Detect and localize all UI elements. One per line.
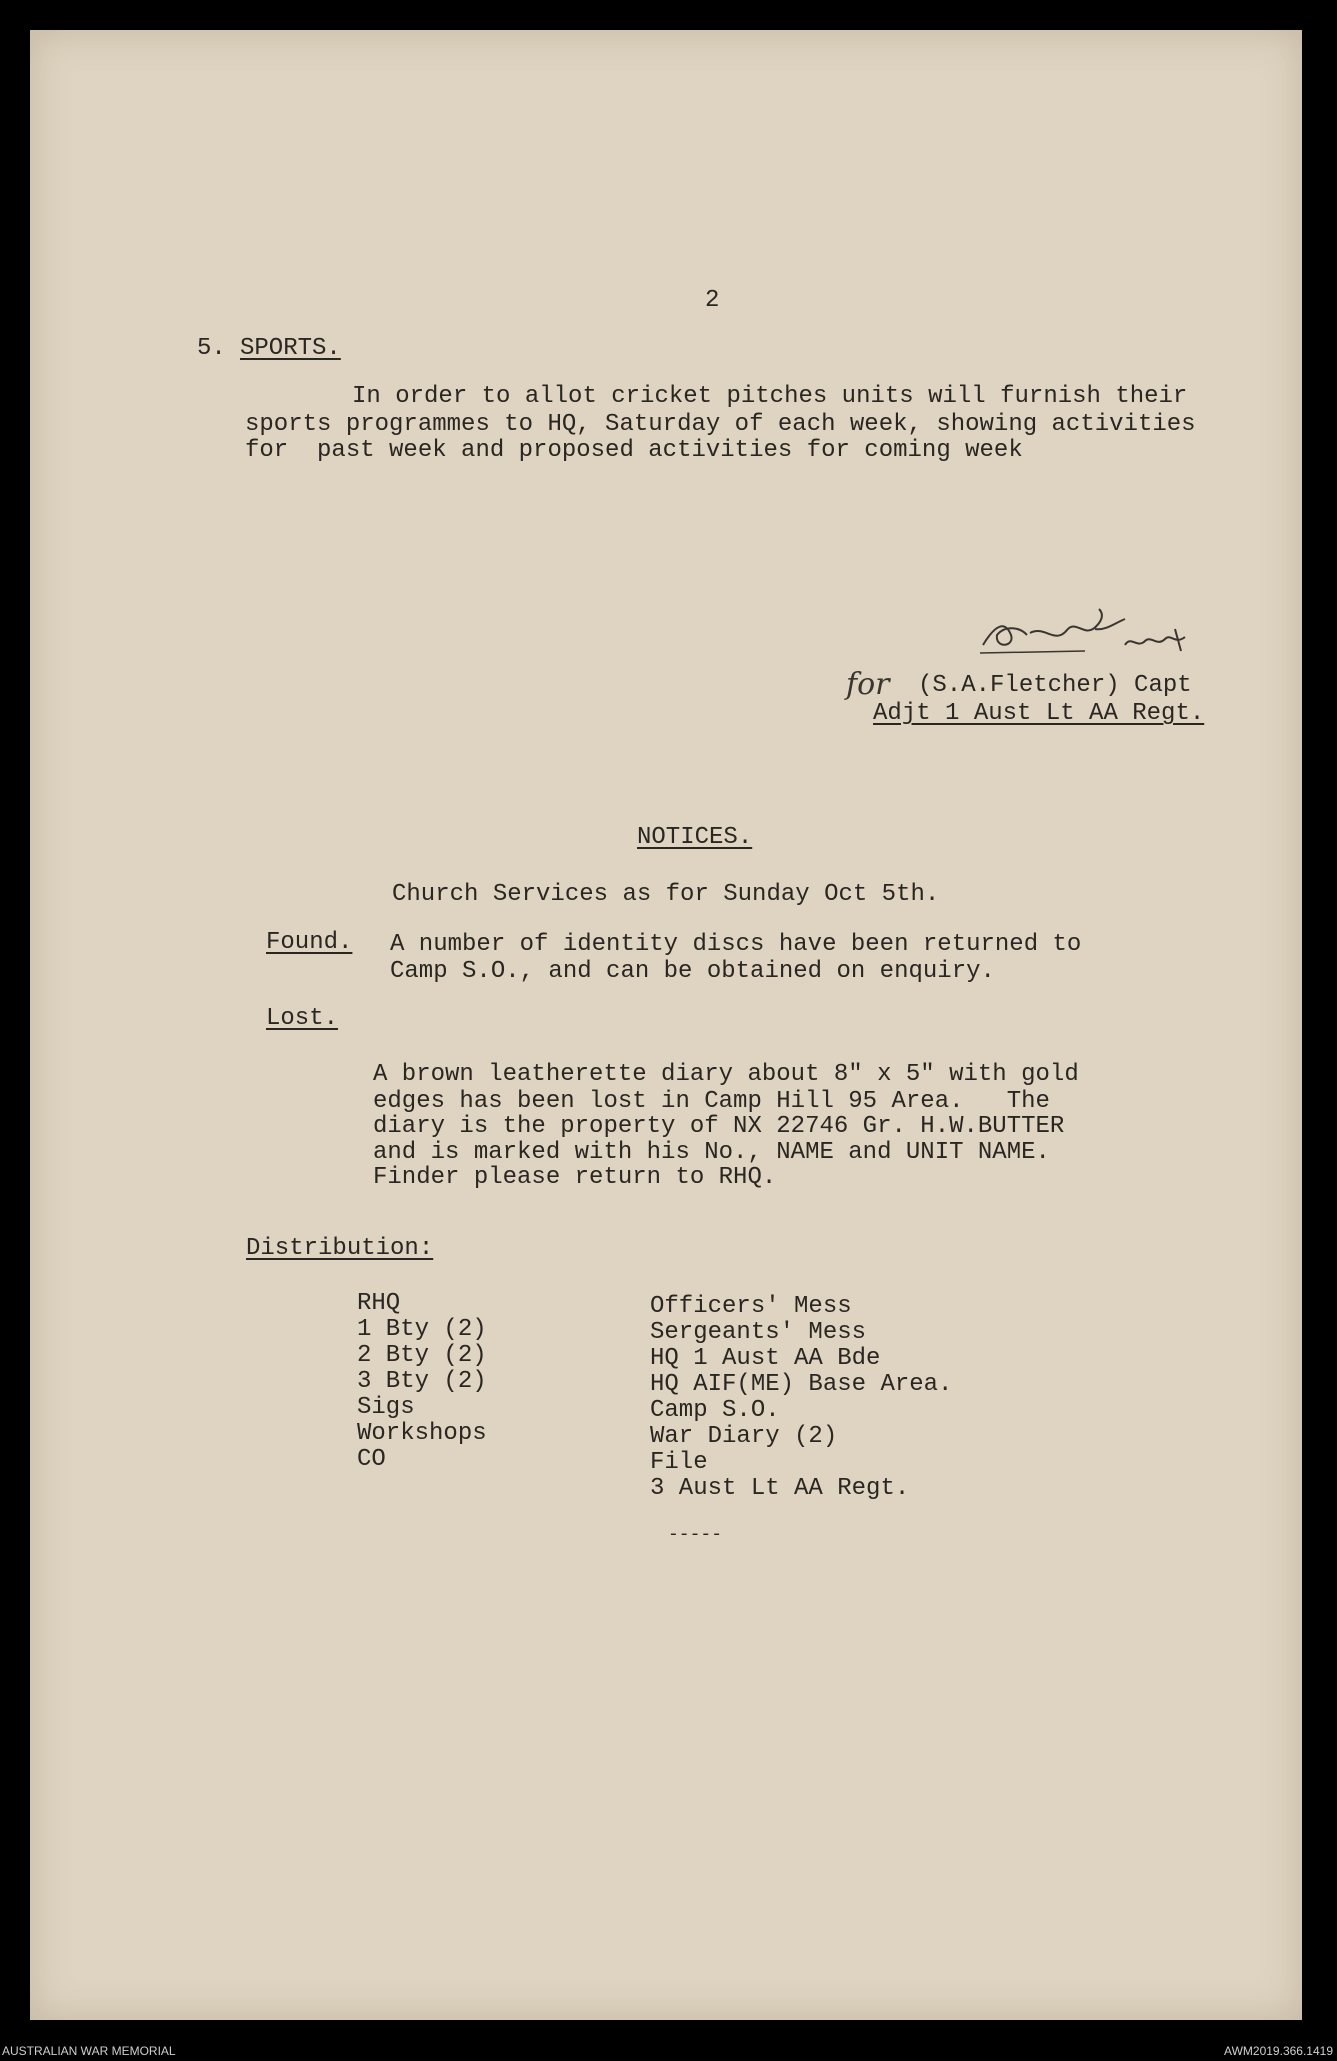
lost-label: Lost. xyxy=(266,1005,339,1032)
signature-for: for xyxy=(846,667,890,702)
sports-section-number: 5. xyxy=(197,335,226,362)
document-page xyxy=(30,30,1302,2020)
distribution-heading: Distribution: xyxy=(246,1235,434,1262)
found-line-1: A number of identity discs have been returned to xyxy=(390,931,1082,958)
distribution-right-item: Camp S.O. xyxy=(650,1397,780,1424)
signatory-title: Adjt 1 Aust Lt AA Regt. xyxy=(873,700,1205,727)
distribution-left-item: CO xyxy=(357,1446,386,1473)
lost-line-4: and is marked with his No., NAME and UNIT NAME. xyxy=(373,1139,1050,1166)
church-services: Church Services as for Sunday Oct 5th. xyxy=(392,881,940,908)
distribution-left-item: 1 Bty (2) xyxy=(357,1316,487,1343)
footer-credit: AUSTRALIAN WAR MEMORIAL xyxy=(2,2044,176,2058)
lost-line-2: edges has been lost in Camp Hill 95 Area. The xyxy=(373,1088,1050,1115)
distribution-left-item: Workshops xyxy=(357,1420,487,1447)
distribution-right-item: File xyxy=(650,1449,708,1476)
page-number: 2 xyxy=(705,287,720,314)
footer-accession-number: AWM2019.366.1419 xyxy=(1224,2044,1333,2058)
distribution-left-item: 2 Bty (2) xyxy=(357,1342,487,1369)
distribution-right-item: War Diary (2) xyxy=(650,1423,838,1450)
sports-line-3: for past week and proposed activities for coming week xyxy=(245,437,1023,464)
notices-heading: NOTICES. xyxy=(637,824,753,851)
end-mark: ----- xyxy=(668,1525,723,1545)
sports-line-1: In order to allot cricket pitches units will furnish their xyxy=(352,383,1188,410)
sports-heading: SPORTS. xyxy=(240,335,341,362)
distribution-left-item: RHQ xyxy=(357,1290,401,1317)
lost-line-1: A brown leatherette diary about 8" x 5" with gold xyxy=(373,1061,1079,1088)
handwritten-signature xyxy=(975,605,1215,665)
found-line-2: Camp S.O., and can be obtained on enquiry. xyxy=(390,958,995,985)
distribution-left-item: 3 Bty (2) xyxy=(357,1368,487,1395)
lost-line-3: diary is the property of NX 22746 Gr. H.W.BUTTER xyxy=(373,1113,1065,1140)
distribution-right-item: HQ AIF(ME) Base Area. xyxy=(650,1371,953,1398)
signatory-name: (S.A.Fletcher) Capt xyxy=(918,672,1192,699)
distribution-right-item: Officers' Mess xyxy=(650,1293,852,1320)
found-label: Found. xyxy=(266,929,353,956)
distribution-right-item: Sergeants' Mess xyxy=(650,1319,867,1346)
distribution-right-item: 3 Aust Lt AA Regt. xyxy=(650,1475,910,1502)
distribution-right-item: HQ 1 Aust AA Bde xyxy=(650,1345,881,1372)
sports-line-2: sports programmes to HQ, Saturday of each week, showing activities xyxy=(245,411,1196,438)
distribution-left-item: Sigs xyxy=(357,1394,415,1421)
lost-line-5: Finder please return to RHQ. xyxy=(373,1164,777,1191)
